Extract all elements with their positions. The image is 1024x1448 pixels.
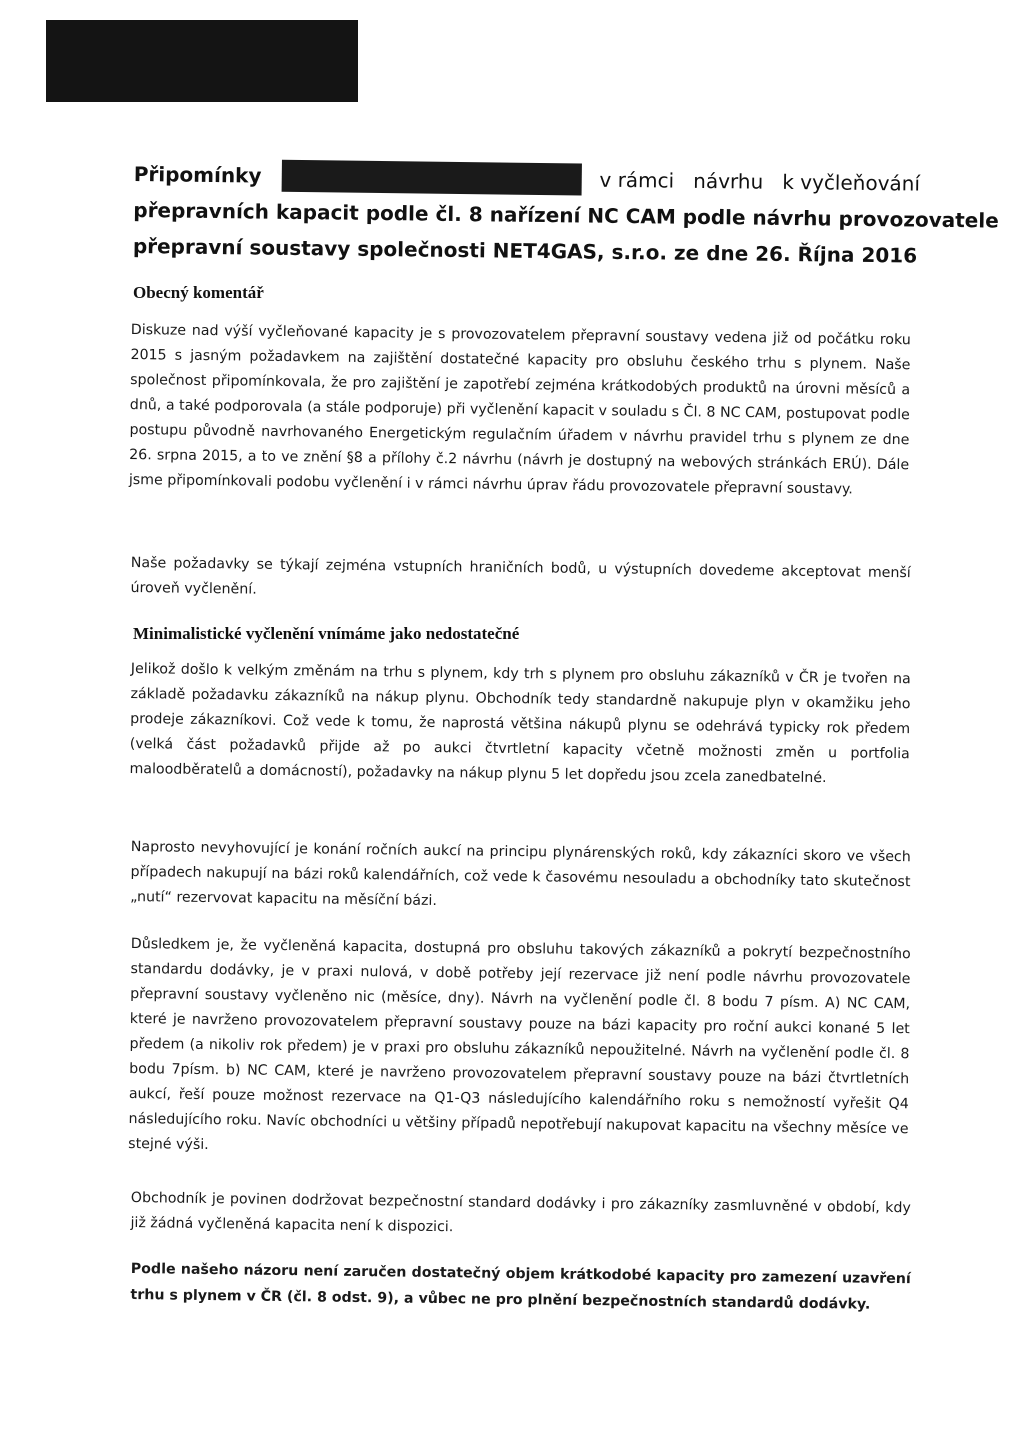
paragraph-general-1 — [129, 318, 911, 503]
section-heading-general: Obecný komentář — [133, 283, 264, 302]
paragraph-text: Obchodník je povinen dodržovat bezpečnostní standard dodávky i pro zákazníky zasmluvněné v období, kdy již žádná vyčleněná kapacita není k dispozici. — [130, 1189, 911, 1236]
conclusion-text: Podle našeho názoru není zaručen dostatečný objem krátkodobé kapacity pro zamezení uzavření trhu s plynem v ČR (čl. 8 odst. 9), a vůbec ne pro plnění bezpečnostních standardů dodávky. — [130, 1260, 911, 1313]
paragraph-minimalist-4 — [130, 1186, 911, 1246]
title-line-2: přepravních kapacit podle čl. 8 nařízení NC CAM podle návrhu provozovatele — [133, 197, 999, 233]
paragraph-general-2 — [130, 551, 911, 611]
redaction-block-header — [46, 20, 358, 102]
title-line-3: přepravní soustavy společnosti NET4GAS, s.r.o. ze dne 26. Října 2016 — [132, 233, 918, 268]
paragraph-text: Jelikož došlo k velkým změnám na trhu s plynem, kdy trh s plynem pro obsluhu zákazníků v ČR je tvořen na základě požadavku zákazníků na nákup plynu. Obchodník tedy standardně nakupuje plyn v okamžiku jeho prodeje zákazníkovi. Což vede k tomu, že naprostá většina nákupů plynu se odehrává typicky rok předem (velká část požadavků přijde až po aukci čtvrtletní kapacity včetně možnosti změn u portfolia maloodběratelů a domácností), požadavky na nákup plynu 5 let dopředu jsou zcela zanedbatelné. — [129, 660, 911, 787]
paragraph-text: Diskuze nad výší vyčleňované kapacity je s provozovatelem přepravní soustavy vedena již od počátku roku 2015 s jasným požadavkem na zajištění dostatečné kapacity pro obsluhu českého trhu s plynem. Naše společnost připomínkovala, že pro zajištění je zapotřebí zejména krátkodobých produktů na úrovni měsíců a dnů, a také podporovala (a stále podporuje) při vyčlenění kapacit v souladu s Čl. 8 NC CAM, postupovat podle postupu původně navrhovaného Energetickým regulačním úřadem v návrhu pravidel trhu s plynem ze dne 26. srpna 2015, a to ve znění §8 a přílohy č.2 návrhu (návrh je dostupný na webových stránkách ERÚ). Dále jsme připomínkovali podobu vyčlenění i v rámci návrhu úprav řádu provozovatele přepravní soustavy. — [128, 321, 911, 498]
paragraph-text: Naše požadavky se týkají zejména vstupních hraničních bodů, u výstupních dovedeme akceptovat menší úroveň vyčlenění. — [130, 554, 911, 598]
document-title — [132, 156, 999, 274]
paragraph-minimalist-1 — [129, 657, 911, 792]
redaction-block-company — [281, 160, 581, 196]
section-heading-minimalist: Minimalistické vyčlenění vnímáme jako nedostatečné — [133, 624, 520, 643]
paragraph-text: Důsledkem je, že vyčleněná kapacita, dostupná pro obsluhu takových zákazníků a pokrytí bezpečnostního standardu dodávky, je v praxi nulová, v době potřeby její rezervace již není podle návrhu provozovatele přepravní soustavy vyčleněno nic (měsíce, dny). Návrh na vyčlenění podle čl. 8 bodu 7 písm. A) NC CAM, které je navrženo provozovatelem přepravní soustavy pouze na bázi kapacity pro roční aukci konané 5 let předem (a nikoliv rok předem) je v praxi pro obsluhu zákazníků nepoužitelné. Návrh na vyčlenění podle čl. 8 bodu 7písm. b) NC CAM, které je navrženo provozovatelem přepravní soustavy pouze na bázi čtvrtletních aukcí, řeší pouze možnost rezervace na Q1-Q3 následujícího kalendářního roku s nemožností vyřešit Q4 následujícího roku. Navíc obchodníci u většiny případů nepotřebují nakupovat kapacitu na všechny měsíce ve stejné výši. — [128, 935, 911, 1154]
paragraph-minimalist-3 — [128, 932, 911, 1167]
title-part-2: v rámci návrhu k vyčleňování — [599, 167, 921, 196]
paragraph-conclusion — [130, 1256, 911, 1318]
paragraph-text: Naprosto nevyhovující je konání ročních aukcí na principu plynárenských roků, kdy zákazníci skoro ve všech případech nakupují na bázi roků kalendářních, což vede k časovému nesouladu a obchodníky tato skutečnost „nutí“ rezervovat kapacitu na měsíční bázi. — [130, 838, 911, 910]
paragraph-minimalist-2 — [130, 835, 911, 920]
title-part-1: Připomínky — [133, 161, 262, 188]
